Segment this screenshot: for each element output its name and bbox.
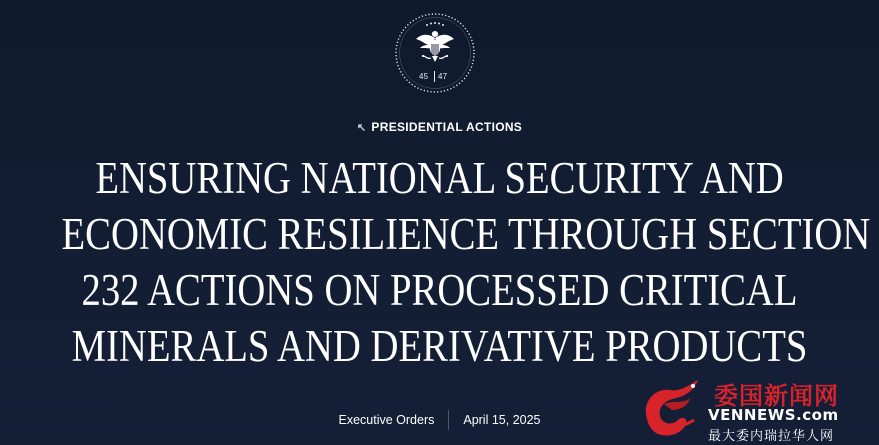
- seal-number-right: 47: [438, 72, 448, 81]
- title-line-4: MINERALS AND DERIVATIVE PRODUCTS: [71, 321, 808, 371]
- title-line-1: ENSURING NATIONAL SECURITY AND: [95, 153, 784, 203]
- category-link[interactable]: [0, 120, 879, 134]
- arrow-up-left-icon: ↖: [356, 122, 367, 134]
- seal-divider: [434, 71, 435, 82]
- watermark-tagline: 最大委内瑞拉华人网: [708, 429, 835, 444]
- meta-divider: [448, 410, 449, 430]
- seal-number-left: 45: [419, 72, 429, 81]
- article-date: April 15, 2025: [463, 413, 541, 427]
- dragon-logo-icon: [638, 374, 712, 444]
- page-title: [61, 150, 871, 374]
- title-line-3: 232 ACTIONS ON PROCESSED CRITICAL: [81, 265, 798, 315]
- watermark-name: 委国新闻网: [714, 382, 839, 410]
- watermark: [638, 372, 879, 445]
- presidential-seal[interactable]: [394, 12, 476, 94]
- presidential-seal-icon: [394, 12, 476, 94]
- title-line-2: ECONOMIC RESILIENCE THROUGH SECTION: [61, 209, 871, 259]
- article-type-link[interactable]: Executive Orders: [338, 413, 435, 427]
- category-label: PRESIDENTIAL ACTIONS: [371, 120, 523, 134]
- watermark-url: VENNEWS.com: [708, 406, 839, 424]
